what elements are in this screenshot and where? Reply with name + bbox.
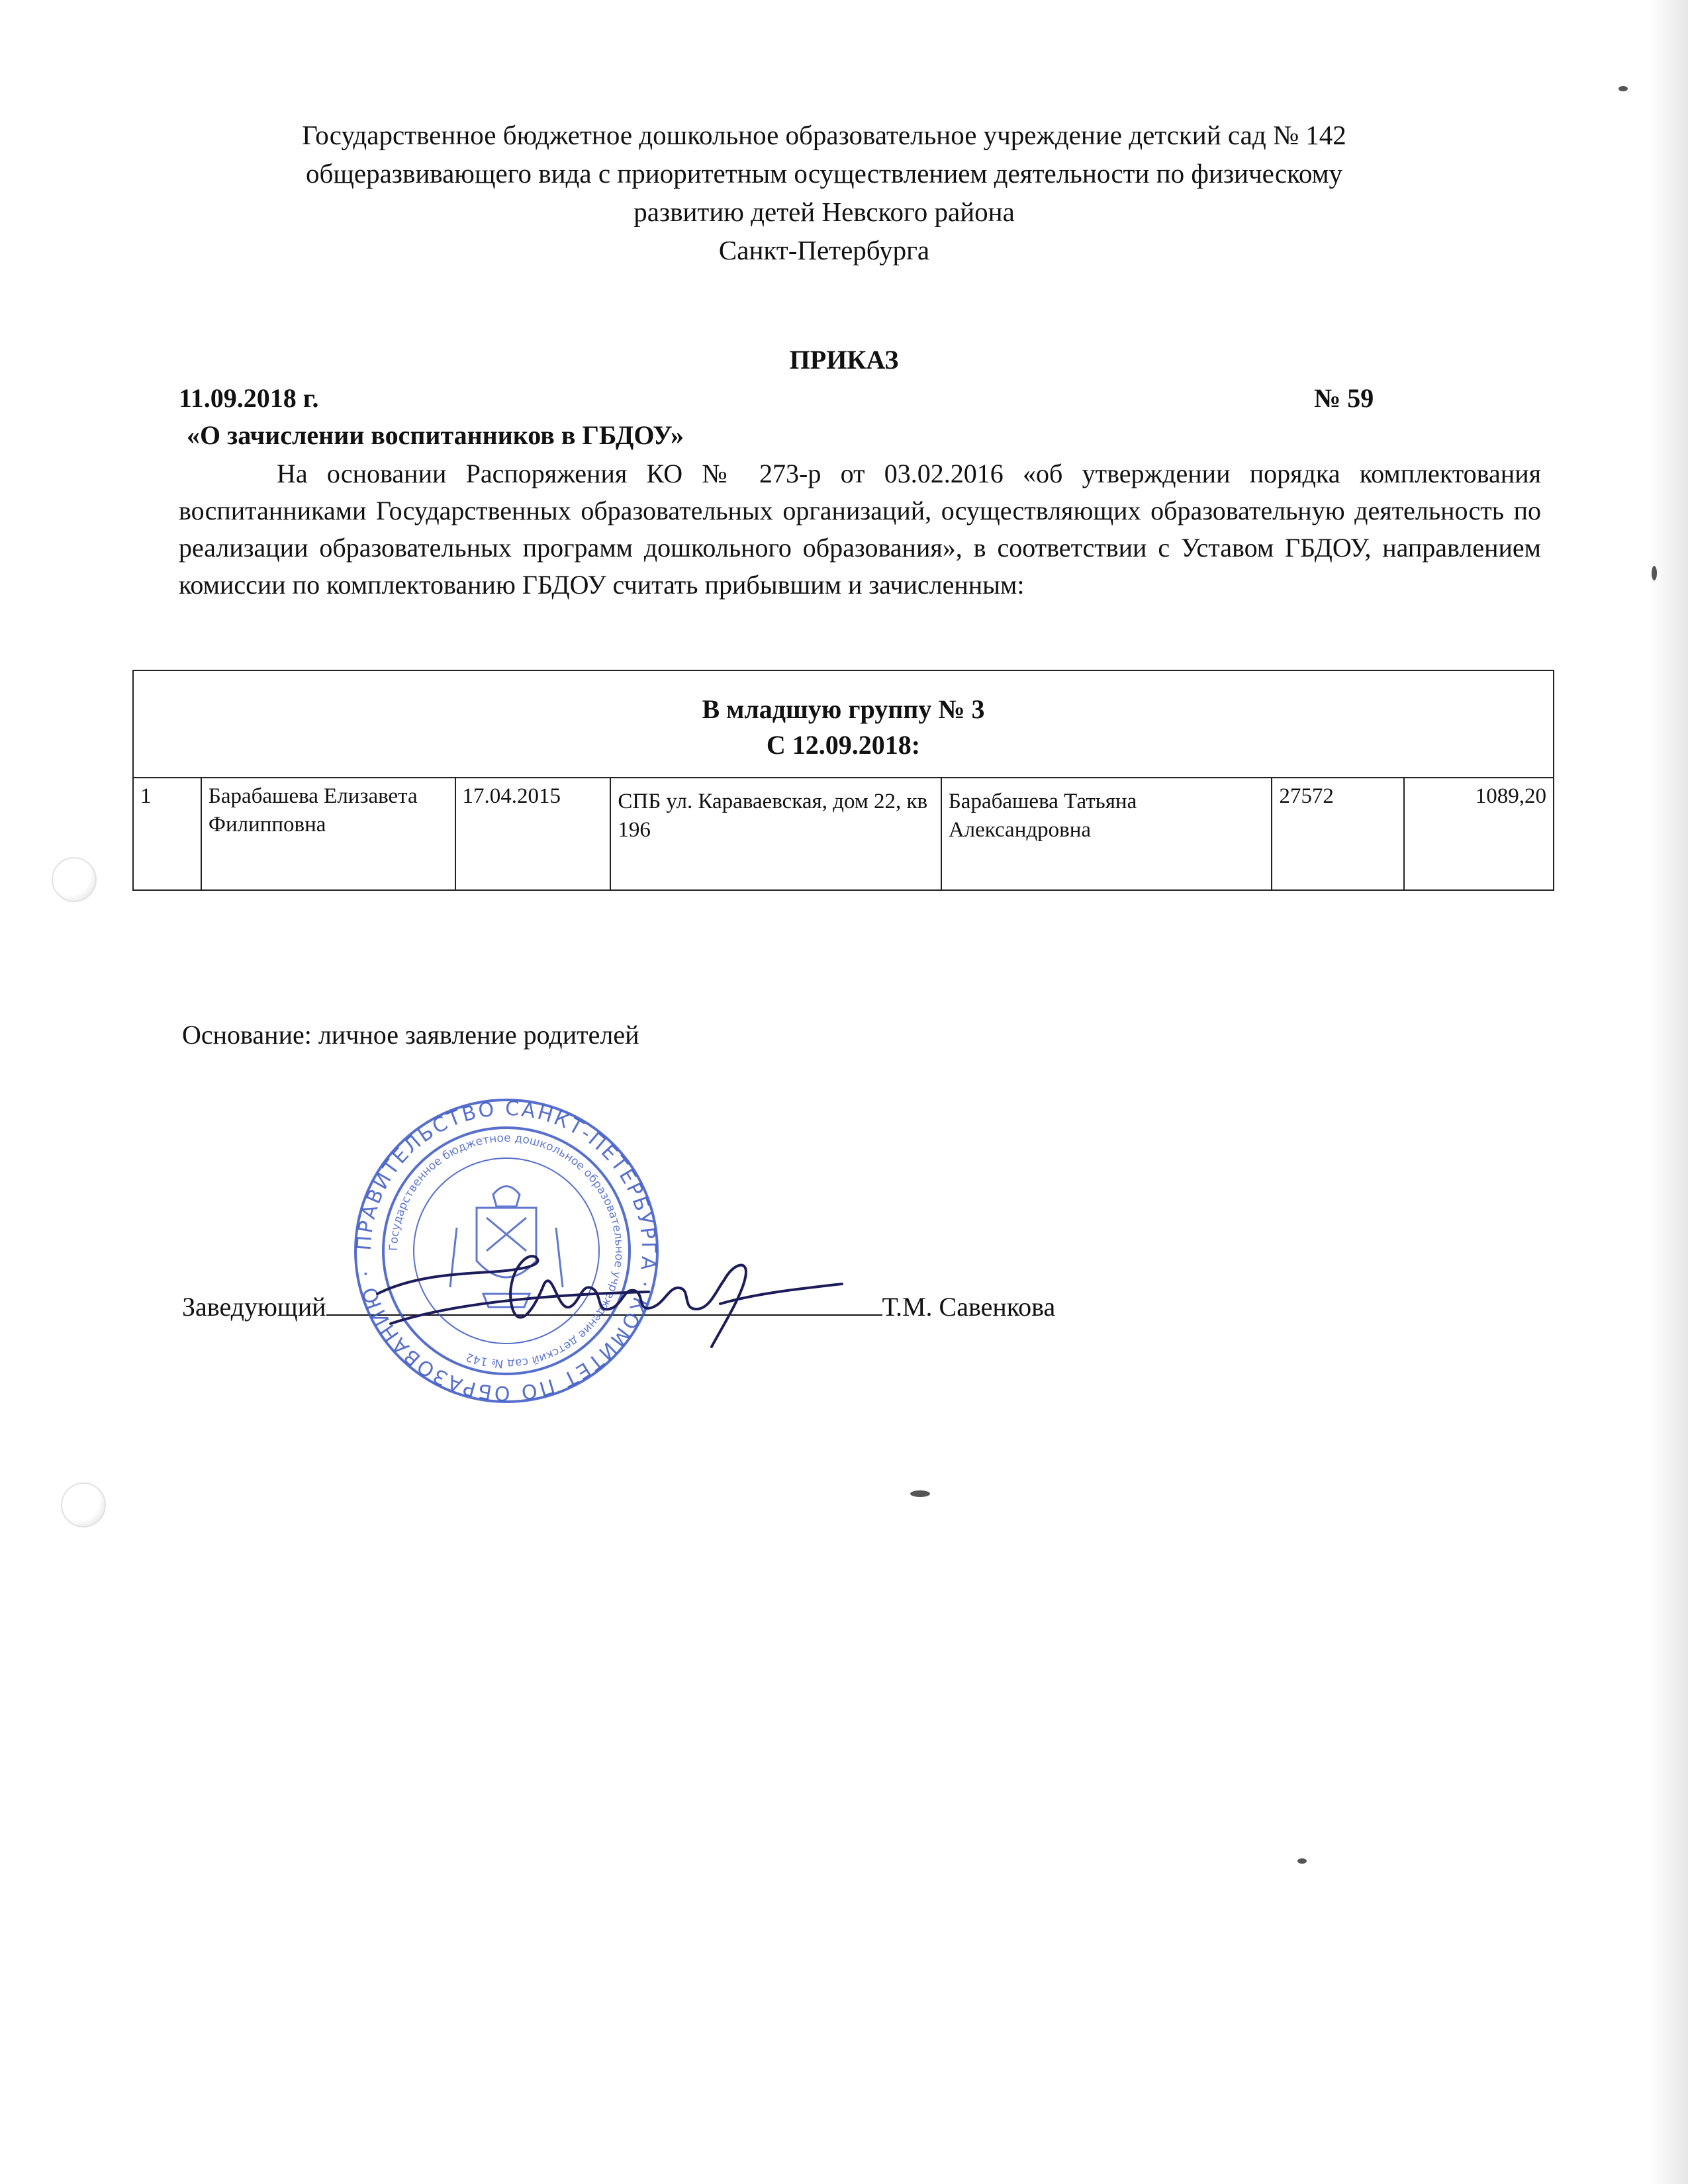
- header-line-4: Санкт-Петербурга: [718, 235, 930, 265]
- header-line-3: развитию детей Невского района: [633, 197, 1015, 227]
- order-number: № 59: [1314, 383, 1374, 413]
- order-subject: «О зачислении воспитанников в ГБДОУ»: [187, 420, 684, 450]
- seal-inner-text: Государственное бюджетное дошкольное образовательное учреждение детский сад № 142: [387, 1131, 626, 1371]
- row-index: 1: [133, 778, 201, 890]
- birth-date: 17.04.2015: [455, 778, 611, 890]
- basis-note: Основание: личное заявление родителей: [182, 1020, 639, 1050]
- scan-speck: [1297, 1858, 1307, 1864]
- punch-hole-top: [52, 857, 97, 902]
- group-header-row: [133, 670, 1554, 778]
- table-row: [133, 778, 1554, 890]
- group-header-cell: [133, 670, 1554, 778]
- document-title: ПРИКАЗ: [789, 345, 899, 375]
- group-date: С 12.09.2018:: [766, 730, 921, 760]
- scan-edge-shadow: [1648, 0, 1688, 2184]
- seal-outer-text: ПРАВИТЕЛЬСТВО САНКТ-ПЕТЕРБУРГА · КОМИТЕТ ПО ОБРАЗОВАНИЮ ·: [352, 1097, 661, 1405]
- scan-speck: [1652, 566, 1657, 580]
- punch-hole-bottom: [61, 1482, 106, 1527]
- signer-name: Т.М. Савенкова: [882, 1292, 1056, 1322]
- scan-speck: [1618, 86, 1628, 91]
- amount: 1089,20: [1404, 778, 1554, 890]
- handwritten-signature: [371, 1231, 847, 1357]
- order-body: На основании Распоряжения КО № 273-р от 03.02.2016 «об утверждении порядка комплектования воспитанниками Государственных образовательных организаций, осуществляющих образовательную деятельность по реализации образовательных программ дошкольного образования», в соответствии с Уставом ГБДОУ, направлением комиссии по комплектованию ГБДОУ считать прибывшим и зачисленным:: [179, 459, 1541, 600]
- header-line-1: Государственное бюджетное дошкольное образовательное учреждение детский сад № 142: [302, 120, 1346, 150]
- header-line-2: общеразвивающего вида с приоритетным осуществлением деятельности по физическому: [305, 158, 1343, 189]
- code: 27572: [1272, 778, 1404, 890]
- scan-speck: [910, 1490, 930, 1497]
- group-title: В младшую группу № 3: [702, 694, 985, 724]
- institution-header: [165, 116, 1483, 269]
- enrollment-table: [132, 670, 1554, 891]
- parent-name: Барабашева Татьяна Александровна: [941, 778, 1272, 890]
- order-date: 11.09.2018 г.: [179, 383, 319, 413]
- signer-position: Заведующий: [182, 1292, 326, 1322]
- address: СПБ ул. Караваевская, дом 22, кв 196: [610, 778, 941, 890]
- child-name: Барабашева Елизавета Филипповна: [201, 778, 455, 890]
